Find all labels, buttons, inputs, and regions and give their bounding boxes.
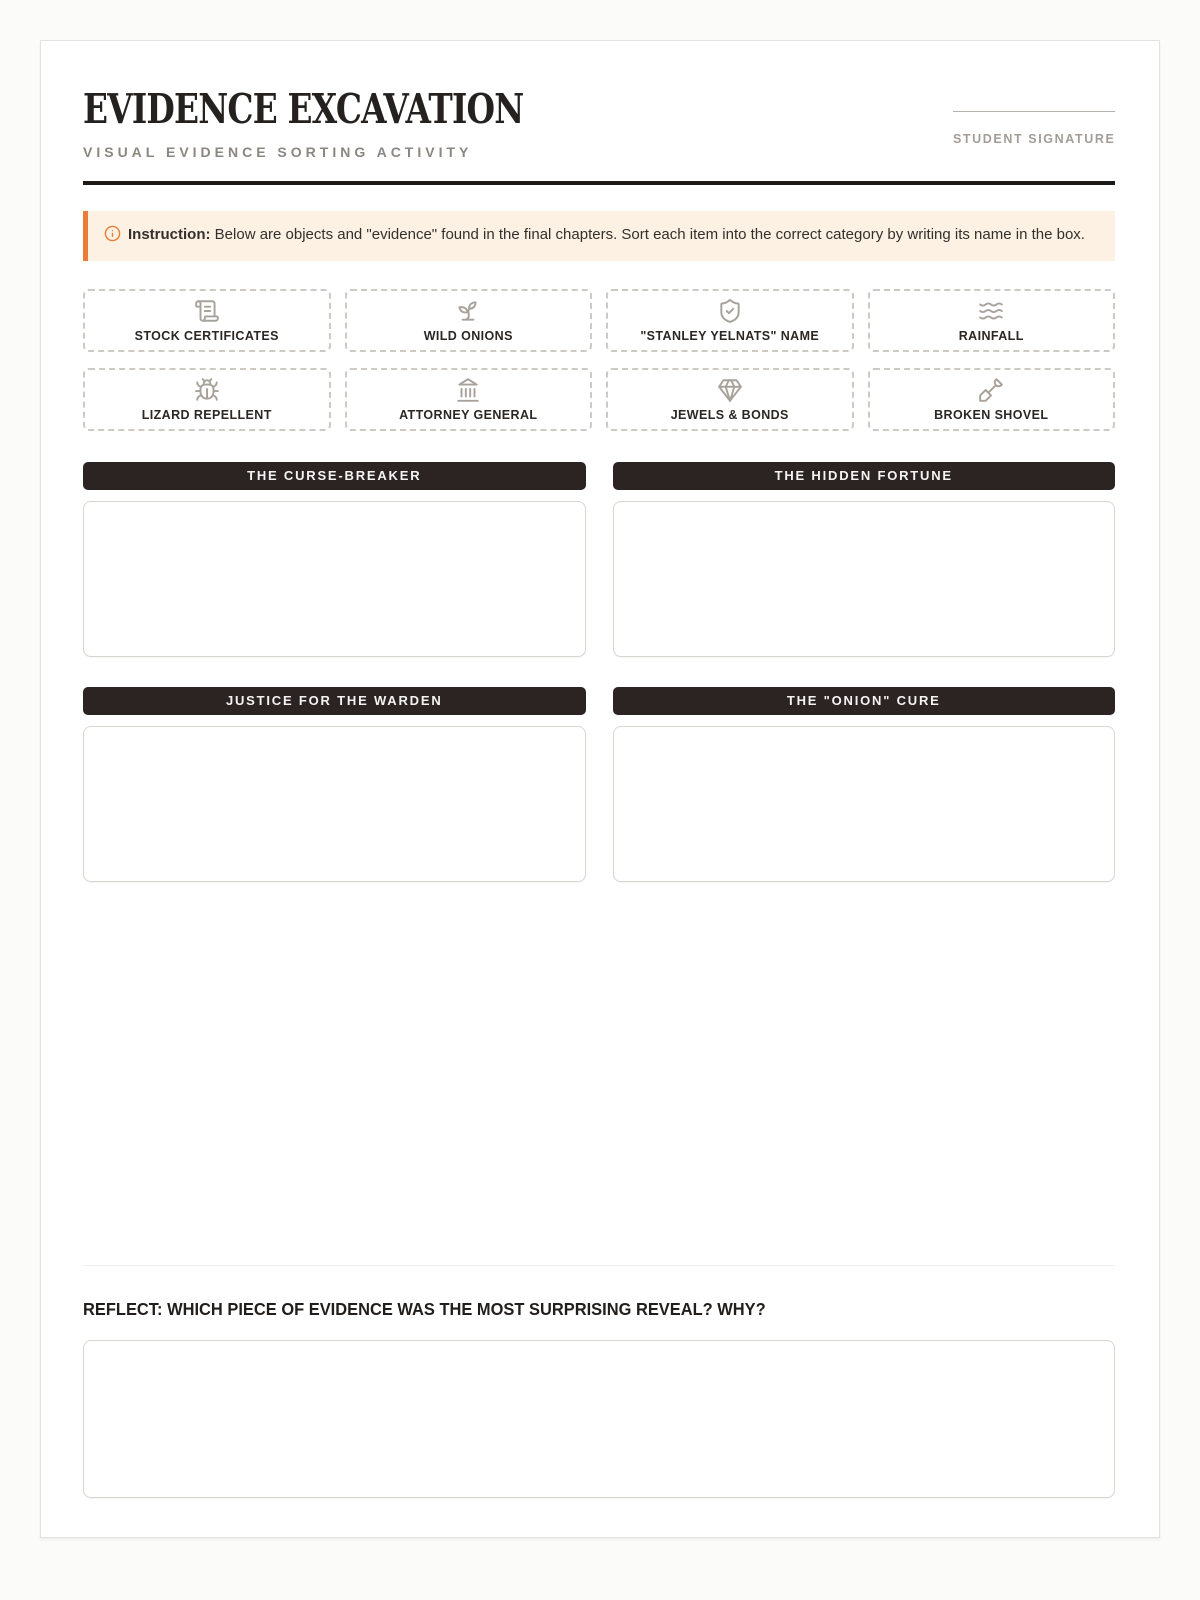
page-title: EVIDENCE EXCAVATION bbox=[83, 85, 524, 133]
evidence-chip-label: BROKEN SHOVEL bbox=[934, 407, 1049, 422]
category-justice-for-the-warden bbox=[83, 687, 586, 882]
category-curse-breaker bbox=[83, 462, 586, 657]
category-answer-box-onion-cure[interactable] bbox=[613, 726, 1116, 882]
category-hidden-fortune bbox=[613, 462, 1116, 657]
page-subtitle: VISUAL EVIDENCE SORTING ACTIVITY bbox=[83, 144, 473, 160]
header-rule bbox=[83, 181, 1115, 185]
header bbox=[83, 85, 1116, 160]
evidence-chip-jewels-bonds bbox=[606, 368, 854, 431]
instruction-callout bbox=[83, 211, 1115, 261]
category-answer-box-hidden-fortune[interactable] bbox=[613, 501, 1116, 657]
worksheet-card bbox=[40, 40, 1160, 1538]
bug-icon bbox=[194, 377, 220, 403]
signature-line[interactable] bbox=[953, 111, 1115, 112]
evidence-chip-broken-shovel bbox=[868, 368, 1116, 431]
category-header: THE CURSE-BREAKER bbox=[83, 462, 586, 490]
evidence-chip-stanley-yelnats-name bbox=[606, 289, 854, 352]
evidence-chip-lizard-repellent bbox=[83, 368, 331, 431]
landmark-icon bbox=[455, 377, 481, 403]
evidence-chip-wild-onions bbox=[345, 289, 593, 352]
shovel-icon bbox=[978, 377, 1004, 403]
evidence-chip-label: "STANLEY YELNATS" NAME bbox=[640, 328, 820, 343]
header-titles bbox=[83, 85, 634, 160]
category-answer-box-justice-for-the-warden[interactable] bbox=[83, 726, 586, 882]
waves-icon bbox=[978, 298, 1004, 324]
category-onion-cure bbox=[613, 687, 1116, 882]
category-answer-box-curse-breaker[interactable] bbox=[83, 501, 586, 657]
evidence-chip-label: STOCK CERTIFICATES bbox=[134, 328, 279, 343]
evidence-chip-stock-certificates bbox=[83, 289, 331, 352]
signature-label: STUDENT SIGNATURE bbox=[953, 132, 1116, 146]
evidence-chip-label: RAINFALL bbox=[958, 328, 1024, 343]
evidence-chip-grid bbox=[83, 289, 1115, 431]
evidence-chip-label: ATTORNEY GENERAL bbox=[399, 407, 538, 422]
evidence-chip-label: WILD ONIONS bbox=[423, 328, 513, 343]
category-header: THE "ONION" CURE bbox=[613, 687, 1116, 715]
category-header: JUSTICE FOR THE WARDEN bbox=[83, 687, 586, 715]
instruction-label: Instruction: bbox=[128, 226, 211, 243]
section-divider bbox=[83, 1265, 1115, 1266]
evidence-chip-label: JEWELS & BONDS bbox=[670, 407, 789, 422]
evidence-chip-rainfall bbox=[868, 289, 1116, 352]
reflect-question: REFLECT: WHICH PIECE OF EVIDENCE WAS THE MOST SURPRISING REVEAL? WHY? bbox=[83, 1298, 766, 1319]
category-grid bbox=[83, 462, 1115, 882]
reflect-answer-box[interactable] bbox=[83, 1340, 1115, 1498]
shield-check-icon bbox=[717, 298, 743, 324]
gem-icon bbox=[717, 377, 743, 403]
signature-block bbox=[953, 111, 1115, 146]
blank-space bbox=[83, 882, 1115, 1265]
evidence-chip-label: LIZARD REPELLENT bbox=[141, 407, 272, 422]
sprout-icon bbox=[455, 298, 481, 324]
evidence-chip-attorney-general bbox=[345, 368, 593, 431]
info-icon bbox=[104, 225, 121, 242]
category-header: THE HIDDEN FORTUNE bbox=[613, 462, 1116, 490]
instruction-text: Below are objects and "evidence" found in the final chapters. Sort each item into the correct category by writing its name in the box. bbox=[210, 226, 1085, 243]
scroll-text-icon bbox=[194, 298, 220, 324]
